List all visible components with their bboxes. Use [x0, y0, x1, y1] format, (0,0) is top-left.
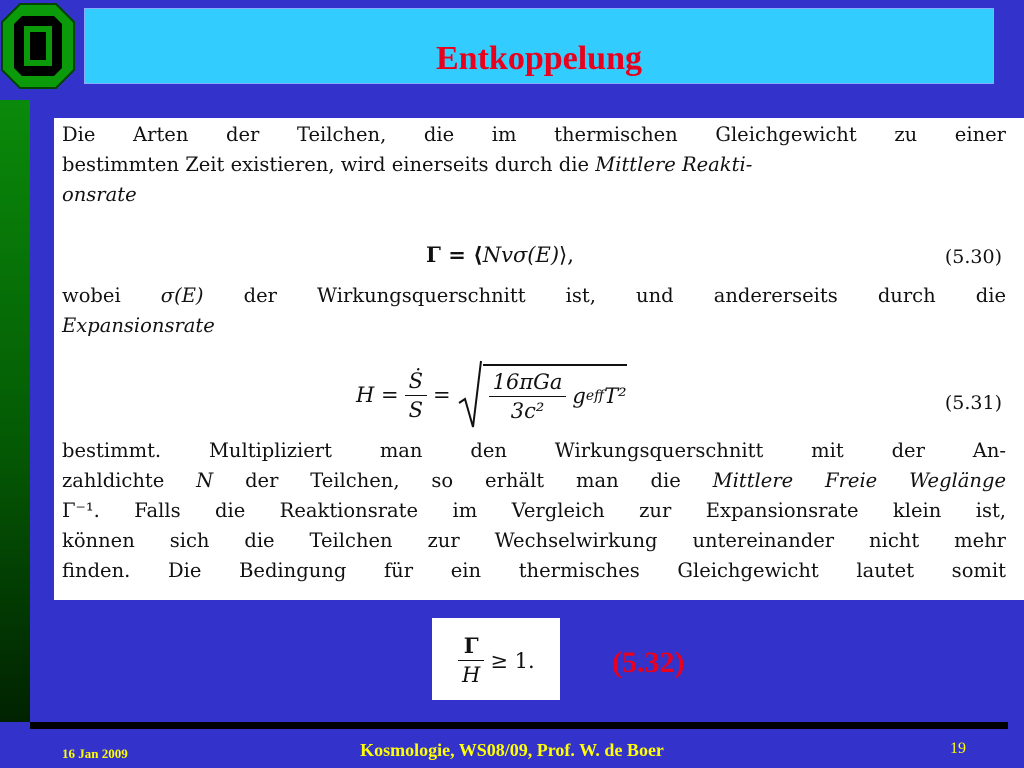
subscript: eff	[585, 388, 605, 404]
text-line: bestimmt. Multipliziert man den Wirkungsquerschnitt mit der An-	[62, 439, 1006, 462]
fraction	[489, 368, 567, 425]
equation-body	[356, 360, 627, 430]
equation-5-31	[54, 356, 1024, 436]
emphasized-term: Mittlere Freie Weglänge	[712, 469, 1006, 492]
slide-title: Entkoppelung	[436, 40, 642, 77]
scanned-text-page	[54, 118, 1024, 600]
fraction-numerator: Γ	[458, 632, 484, 661]
fraction-denominator: S	[408, 397, 423, 422]
equation-body	[426, 240, 574, 270]
equation-term: Nvσ(E)	[482, 243, 560, 267]
equation-number: (5.30)	[944, 246, 1002, 268]
math-symbol: N	[196, 469, 214, 492]
text-span: bestimmten Zeit existieren, wird einerseits durch die	[62, 153, 596, 176]
math-symbol: T²	[604, 384, 627, 408]
text-span: zahldichte	[62, 469, 197, 492]
footer-rule	[30, 722, 1008, 729]
text-line	[62, 466, 1006, 496]
equation-5-30	[54, 236, 1024, 276]
inequality-relation: ≥ 1.	[490, 648, 535, 673]
fraction-numerator: Ṡ	[405, 367, 427, 396]
math-symbol: g	[572, 384, 586, 408]
sqrt-sign-icon	[457, 359, 483, 431]
emphasized-term: Mittlere Reakti-	[595, 153, 753, 176]
paragraph-1	[62, 120, 1006, 210]
paragraph-2	[62, 281, 1006, 341]
text-span: der Wirkungsquerschnitt ist, und andererseits durch die	[203, 284, 1006, 307]
page-number: 19	[950, 740, 966, 757]
equation-lhs: H =	[356, 383, 399, 407]
sqrt-content	[483, 364, 627, 425]
text-line: Γ⁻¹. Falls die Reaktionsrate im Vergleich zur Expansionsrate klein ist,	[62, 499, 1006, 522]
paragraph-3	[62, 436, 1006, 586]
sidebar-accent-bar	[0, 100, 30, 722]
fraction	[458, 632, 484, 689]
equation-number: (5.31)	[944, 392, 1002, 414]
equation-rhs: ⟩,	[559, 243, 574, 267]
title-box	[84, 8, 994, 84]
equation-label: (5.32)	[612, 646, 685, 679]
text-line	[62, 281, 1006, 311]
footer-date: 16 Jan 2009	[62, 746, 128, 761]
footer-course: Kosmologie, WS08/09, Prof. W. de Boer	[360, 740, 664, 760]
fraction-numerator: 16πGa	[489, 368, 567, 397]
fraction-denominator: H	[462, 663, 481, 687]
inequality-5-32	[432, 618, 560, 700]
fraction-denominator: 3c²	[510, 398, 545, 423]
text-line: finden. Die Bedingung für ein thermisches Gleichgewicht lautet somit	[62, 559, 1006, 582]
equation-lhs: Γ = ⟨	[426, 242, 483, 267]
text-line	[62, 150, 1006, 180]
inequality-body	[458, 632, 535, 689]
equals-sign: =	[432, 383, 451, 407]
emphasized-term: onsrate	[62, 183, 137, 206]
text-span: der Teilchen, so erhält man die	[213, 469, 713, 492]
university-logo	[0, 2, 76, 90]
emphasized-term: Expansionsrate	[62, 314, 215, 337]
text-span: wobei	[62, 284, 161, 307]
math-symbol: σ(E)	[160, 284, 204, 307]
fraction	[405, 367, 427, 424]
text-line: können sich die Teilchen zur Wechselwirkung untereinander nicht mehr	[62, 529, 1006, 552]
text-line: Die Arten der Teilchen, die im thermischen Gleichgewicht zu einer	[62, 123, 1006, 146]
